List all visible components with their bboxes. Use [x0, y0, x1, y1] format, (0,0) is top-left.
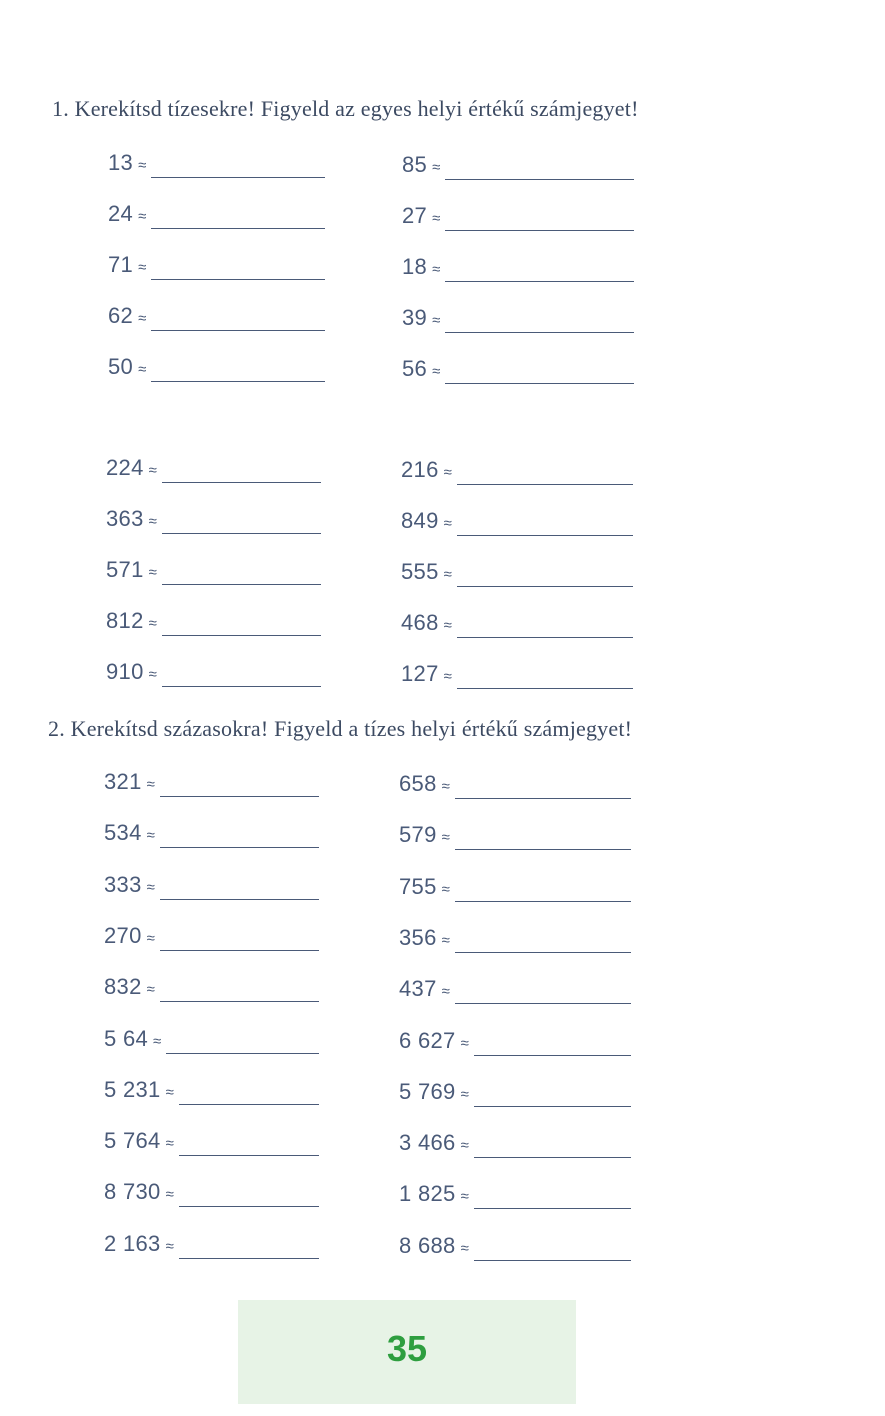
rounding-item — [399, 925, 631, 951]
answer-line[interactable] — [457, 637, 633, 638]
rounding-item — [402, 305, 634, 331]
approx-symbol: ≈ — [138, 361, 147, 378]
approx-symbol: ≈ — [432, 261, 441, 278]
answer-line[interactable] — [474, 1208, 631, 1209]
answer-line[interactable] — [455, 849, 631, 850]
approx-symbol: ≈ — [460, 1188, 469, 1206]
rounding-item — [108, 150, 325, 176]
number-to-round: 13 — [108, 150, 134, 175]
rounding-item — [399, 822, 631, 848]
rounding-item — [108, 201, 325, 227]
exercise1-title: 1. Kerekítsd tízesekre! Figyeld az egyes helyi értékű számjegyet! — [52, 96, 639, 121]
exercise2-title: 2. Kerekítsd százasokra! Figyeld a tízes helyi értékű számjegyet! — [48, 716, 633, 741]
approx-symbol: ≈ — [443, 464, 452, 481]
number-to-round: 437 — [399, 976, 437, 1002]
number-to-round: 270 — [104, 922, 142, 948]
rounding-item — [401, 508, 633, 534]
answer-line[interactable] — [151, 381, 325, 382]
rounding-item — [104, 1077, 319, 1103]
rounding-item — [402, 152, 634, 178]
answer-line[interactable] — [457, 535, 633, 536]
approx-symbol: ≈ — [165, 1135, 174, 1153]
approx-symbol: ≈ — [146, 929, 155, 947]
answer-line[interactable] — [474, 1106, 631, 1107]
answer-line[interactable] — [445, 179, 634, 180]
approx-symbol: ≈ — [148, 462, 157, 479]
number-to-round: 356 — [399, 924, 437, 950]
approx-symbol: ≈ — [441, 778, 450, 795]
rounding-item — [104, 769, 319, 795]
approx-symbol: ≈ — [165, 1186, 174, 1204]
answer-line[interactable] — [160, 796, 319, 797]
approx-symbol: ≈ — [148, 564, 157, 581]
approx-symbol: ≈ — [138, 259, 147, 276]
approx-symbol: ≈ — [441, 983, 450, 1001]
answer-line[interactable] — [179, 1104, 319, 1105]
approx-symbol: ≈ — [146, 878, 155, 896]
rounding-item — [399, 976, 631, 1002]
answer-line[interactable] — [162, 635, 321, 636]
number-to-round: 333 — [104, 871, 142, 897]
approx-symbol: ≈ — [432, 159, 441, 176]
answer-line[interactable] — [445, 281, 634, 282]
rounding-item — [104, 1128, 319, 1154]
rounding-item — [106, 506, 321, 532]
approx-symbol: ≈ — [146, 776, 155, 793]
answer-line[interactable] — [162, 533, 321, 534]
answer-line[interactable] — [457, 586, 633, 587]
approx-symbol: ≈ — [432, 363, 441, 380]
answer-line[interactable] — [162, 686, 321, 687]
approx-symbol: ≈ — [443, 515, 452, 532]
rounding-item — [399, 1079, 631, 1105]
approx-symbol: ≈ — [138, 157, 147, 174]
answer-line[interactable] — [160, 1001, 319, 1002]
number-to-round: 5 764 — [104, 1128, 161, 1154]
answer-line[interactable] — [160, 847, 319, 848]
number-to-round: 224 — [106, 455, 144, 480]
approx-symbol: ≈ — [146, 981, 155, 999]
answer-line[interactable] — [151, 177, 325, 178]
number-to-round: 534 — [104, 820, 142, 846]
number-to-round: 6 627 — [399, 1027, 456, 1053]
answer-line[interactable] — [474, 1055, 631, 1056]
rounding-item — [104, 1231, 319, 1257]
number-to-round: 18 — [402, 254, 428, 279]
number-to-round: 910 — [106, 659, 144, 684]
approx-symbol: ≈ — [165, 1083, 174, 1101]
rounding-item — [106, 557, 321, 583]
answer-line[interactable] — [445, 383, 634, 384]
answer-line[interactable] — [179, 1206, 319, 1207]
number-to-round: 363 — [106, 506, 144, 531]
rounding-item — [402, 254, 634, 280]
number-to-round: 50 — [108, 354, 134, 379]
number-to-round: 5 769 — [399, 1078, 456, 1104]
answer-line[interactable] — [455, 798, 631, 799]
approx-symbol: ≈ — [146, 827, 155, 845]
rounding-item — [402, 203, 634, 229]
rounding-item — [399, 1181, 631, 1207]
rounding-item — [401, 457, 633, 483]
rounding-item — [401, 610, 633, 636]
number-to-round: 62 — [108, 303, 134, 328]
number-to-round: 27 — [402, 203, 428, 228]
number-to-round: 849 — [401, 508, 439, 533]
number-to-round: 71 — [108, 252, 134, 277]
rounding-item — [399, 1028, 631, 1054]
number-to-round: 5 64 — [104, 1025, 149, 1051]
approx-symbol: ≈ — [460, 1034, 469, 1052]
answer-line[interactable] — [445, 230, 634, 231]
rounding-item — [104, 872, 319, 898]
approx-symbol: ≈ — [441, 880, 450, 898]
answer-line[interactable] — [162, 584, 321, 585]
rounding-item — [104, 923, 319, 949]
approx-symbol: ≈ — [148, 615, 157, 632]
answer-line[interactable] — [474, 1157, 631, 1158]
approx-symbol: ≈ — [443, 617, 452, 634]
approx-symbol: ≈ — [460, 1085, 469, 1103]
rounding-item — [399, 874, 631, 900]
number-to-round: 3 466 — [399, 1130, 456, 1156]
approx-symbol: ≈ — [432, 210, 441, 227]
answer-line[interactable] — [162, 482, 321, 483]
rounding-item — [106, 455, 321, 481]
approx-symbol: ≈ — [460, 1137, 469, 1155]
number-to-round: 8 688 — [399, 1232, 456, 1258]
answer-line[interactable] — [179, 1155, 319, 1156]
answer-line[interactable] — [455, 952, 631, 953]
number-to-round: 555 — [401, 559, 439, 584]
number-to-round: 321 — [104, 769, 142, 794]
number-to-round: 127 — [401, 661, 439, 686]
answer-line[interactable] — [457, 688, 633, 689]
number-to-round: 216 — [401, 457, 439, 482]
rounding-item — [399, 1233, 631, 1259]
rounding-item — [399, 771, 631, 797]
answer-line[interactable] — [151, 279, 325, 280]
rounding-item — [104, 820, 319, 846]
rounding-item — [108, 354, 325, 380]
rounding-item — [104, 974, 319, 1000]
number-to-round: 56 — [402, 356, 428, 381]
approx-symbol: ≈ — [138, 208, 147, 225]
rounding-item — [108, 303, 325, 329]
page-number: 35 — [386, 1328, 428, 1369]
answer-line[interactable] — [166, 1053, 319, 1054]
rounding-item — [108, 252, 325, 278]
approx-symbol: ≈ — [165, 1237, 174, 1255]
answer-line[interactable] — [457, 484, 633, 485]
approx-symbol: ≈ — [441, 829, 450, 847]
approx-symbol: ≈ — [441, 931, 450, 949]
approx-symbol: ≈ — [153, 1032, 162, 1050]
rounding-item — [399, 1130, 631, 1156]
answer-line[interactable] — [445, 332, 634, 333]
approx-symbol: ≈ — [460, 1239, 469, 1257]
rounding-item — [401, 559, 633, 585]
page-number-box — [238, 1300, 576, 1404]
number-to-round: 2 163 — [104, 1230, 161, 1256]
approx-symbol: ≈ — [432, 312, 441, 329]
rounding-item — [106, 659, 321, 685]
answer-line[interactable] — [160, 950, 319, 951]
answer-line[interactable] — [151, 228, 325, 229]
number-to-round: 5 231 — [104, 1076, 161, 1102]
number-to-round: 812 — [106, 608, 144, 633]
number-to-round: 24 — [108, 201, 134, 226]
approx-symbol: ≈ — [148, 666, 157, 683]
number-to-round: 8 730 — [104, 1179, 161, 1205]
number-to-round: 39 — [402, 305, 428, 330]
number-to-round: 468 — [401, 610, 439, 635]
rounding-item — [104, 1026, 319, 1052]
rounding-item — [402, 356, 634, 382]
rounding-item — [106, 608, 321, 634]
number-to-round: 832 — [104, 974, 142, 1000]
number-to-round: 579 — [399, 822, 437, 848]
number-to-round: 755 — [399, 873, 437, 899]
number-to-round: 571 — [106, 557, 144, 582]
answer-line[interactable] — [151, 330, 325, 331]
answer-line[interactable] — [474, 1260, 631, 1261]
number-to-round: 85 — [402, 152, 428, 177]
approx-symbol: ≈ — [138, 310, 147, 327]
answer-line[interactable] — [455, 1003, 631, 1004]
answer-line[interactable] — [179, 1258, 319, 1259]
approx-symbol: ≈ — [443, 668, 452, 685]
answer-line[interactable] — [160, 899, 319, 900]
answer-line[interactable] — [455, 901, 631, 902]
approx-symbol: ≈ — [443, 566, 452, 583]
approx-symbol: ≈ — [148, 513, 157, 530]
number-to-round: 658 — [399, 771, 437, 796]
rounding-item — [401, 661, 633, 687]
rounding-item — [104, 1179, 319, 1205]
number-to-round: 1 825 — [399, 1181, 456, 1207]
